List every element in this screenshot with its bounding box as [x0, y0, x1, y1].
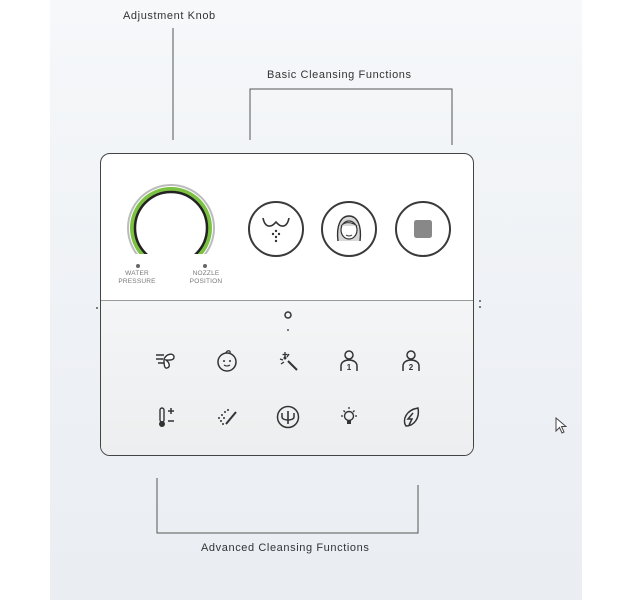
water-pressure-line1: WATER: [125, 270, 149, 277]
divider-indicator: [283, 310, 293, 334]
temperature-button[interactable]: [153, 404, 179, 430]
energy-save-button[interactable]: [398, 404, 424, 430]
advanced-functions-label: Advanced Cleansing Functions: [201, 542, 370, 554]
svg-text:2: 2: [408, 363, 414, 372]
massage-icon: [214, 404, 240, 430]
dryer-button[interactable]: [153, 348, 179, 374]
temperature-icon: [153, 404, 179, 430]
mouse-pointer-icon: [555, 417, 567, 435]
divider-dot-left: [96, 307, 98, 309]
nozzle-position-indicator: [203, 264, 207, 268]
stop-icon: [412, 218, 434, 240]
user-1-icon: [336, 348, 362, 374]
user-2-button[interactable]: [398, 348, 424, 374]
sparkle-wand-button[interactable]: [275, 348, 301, 374]
water-pressure-label: [115, 270, 159, 286]
energy-save-icon: [398, 404, 424, 430]
deodorizer-button[interactable]: [275, 404, 301, 430]
nozzle-position-line1: NOZZLE: [192, 270, 220, 277]
massage-button[interactable]: [214, 404, 240, 430]
baby-icon: [214, 348, 240, 374]
deodorizer-icon: [275, 404, 301, 430]
adjustment-knob-label: Adjustment Knob: [123, 10, 216, 22]
user-1-button[interactable]: [336, 348, 362, 374]
stop-button[interactable]: [395, 201, 451, 257]
user-2-icon: [398, 348, 424, 374]
front-wash-icon: [331, 211, 367, 247]
baby-mode-button[interactable]: [214, 348, 240, 374]
dryer-icon: [153, 348, 179, 374]
front-wash-button[interactable]: [321, 201, 377, 257]
bidet-remote-panel: [100, 153, 474, 456]
divider-dot-right: [479, 300, 481, 302]
svg-text:1: 1: [346, 363, 352, 372]
rear-wash-button[interactable]: [248, 201, 304, 257]
divider-dot-right: [479, 306, 481, 308]
night-light-icon: [336, 404, 362, 430]
rear-wash-icon: [259, 212, 293, 246]
water-pressure-indicator: [136, 264, 140, 268]
night-light-button[interactable]: [336, 404, 362, 430]
water-pressure-line2: PRESSURE: [118, 278, 156, 285]
adjustment-knob[interactable]: [125, 182, 217, 274]
sparkle-wand-icon: [275, 348, 301, 374]
basic-functions-label: Basic Cleansing Functions: [267, 69, 412, 81]
nozzle-position-line2: POSITION: [189, 278, 223, 285]
nozzle-position-label: [183, 270, 229, 286]
